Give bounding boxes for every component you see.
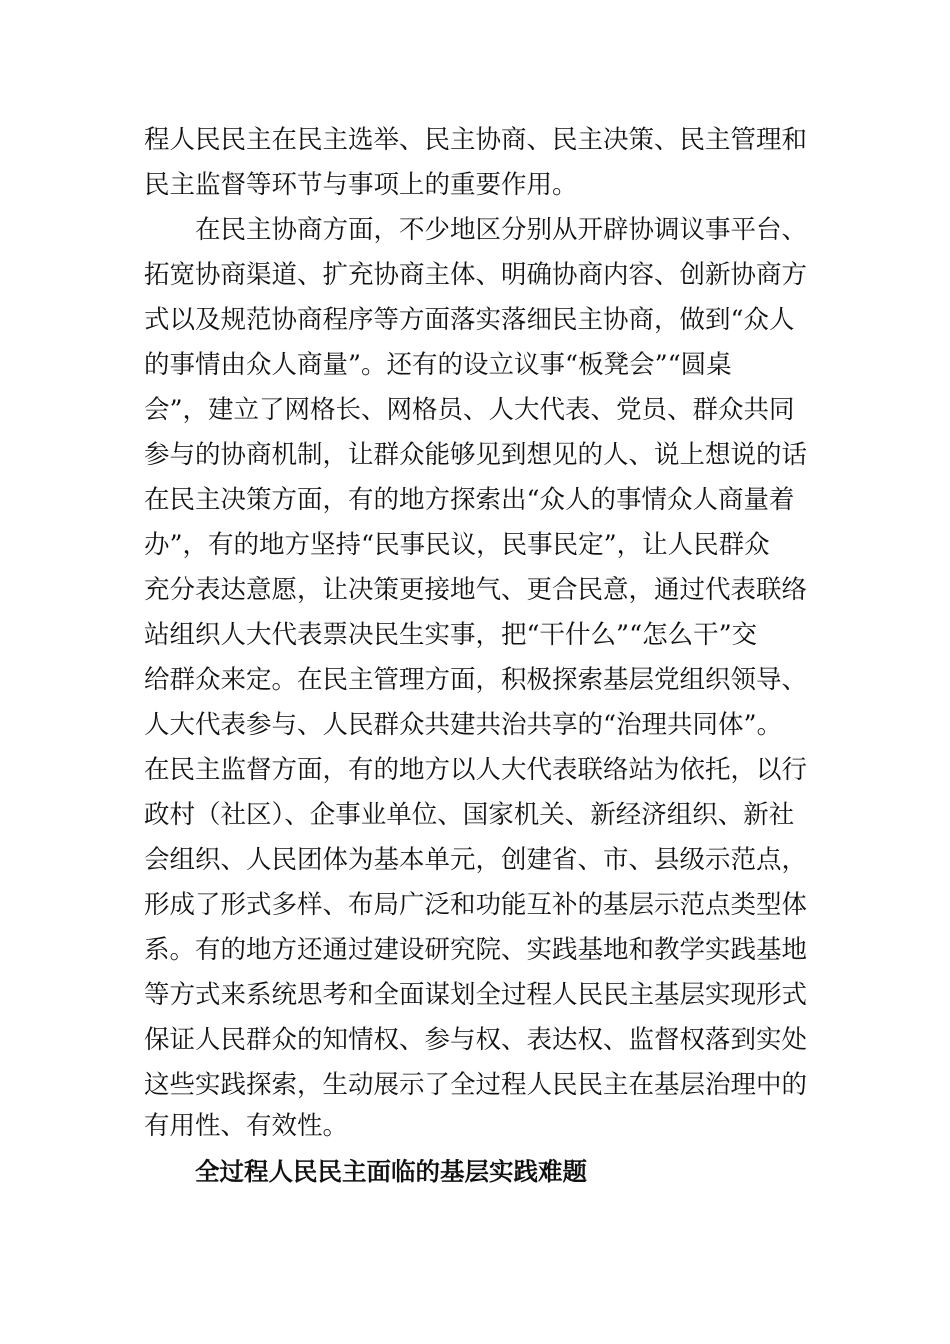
text-line: 等方式来系统思考和全面谋划全过程人民民主基层实现形式 (144, 980, 808, 1010)
text-line: 在民主监督方面，有的地方以人大代表联络站为依托，以行 (144, 755, 808, 785)
section-heading: 全过程人民民主面临的基层实践难题 (195, 1157, 587, 1186)
text-line: 式以及规范协商程序等方面落实落细民主协商，做到“众人 (144, 305, 795, 335)
text-line: 这些实践探索，生动展示了全过程人民民主在基层治理中的 (144, 1070, 808, 1100)
text-line: 充分表达意愿，让决策更接地气、更合民意，通过代表联络 (144, 575, 808, 605)
text-line: 的事情由众人商量”。还有的设立议事“板凳会”“圆桌 (144, 350, 732, 380)
text-line: 人大代表参与、人民群众共建共治共享的“治理共同体”。 (144, 710, 783, 740)
text-line: 系。有的地方还通过建设研究院、实践基地和教学实践基地 (144, 935, 808, 965)
text-line: 形成了形式多样、布局广泛和功能互补的基层示范点类型体 (144, 890, 808, 920)
text-line: 参与的协商机制，让群众能够见到想见的人、说上想说的话 (144, 440, 808, 470)
text-line: 站组织人大代表票决民生实事，把“干什么”“怎么干”交 (144, 620, 758, 650)
text-line: 在民主决策方面，有的地方探索出“众人的事情众人商量着 (144, 485, 795, 515)
text-line: 会”，建立了网格长、网格员、人大代表、党员、群众共同 (144, 395, 795, 425)
text-line: 有用性、有效性。 (144, 1111, 349, 1141)
text-line: 民主监督等环节与事项上的重要作用。 (144, 170, 578, 200)
text-line: 办”，有的地方坚持“民事民议，民事民定”，让人民群众 (144, 530, 770, 560)
text-line: 政村（社区）、企事业单位、国家机关、新经济组织、新社 (144, 800, 795, 830)
text-line: 会组织、人民团体为基本单元，创建省、市、县级示范点， (144, 845, 808, 875)
text-line: 给群众来定。在民主管理方面，积极探索基层党组织领导、 (144, 665, 808, 695)
text-line: 保证人民群众的知情权、参与权、表达权、监督权落到实处 (144, 1025, 808, 1055)
paragraph-start-line: 在民主协商方面，不少地区分别从开辟协调议事平台、 (195, 215, 808, 245)
text-line: 拓宽协商渠道、扩充协商主体、明确协商内容、创新协商方 (144, 260, 808, 290)
text-line: 程人民民主在民主选举、民主协商、民主决策、民主管理和 (144, 125, 808, 155)
